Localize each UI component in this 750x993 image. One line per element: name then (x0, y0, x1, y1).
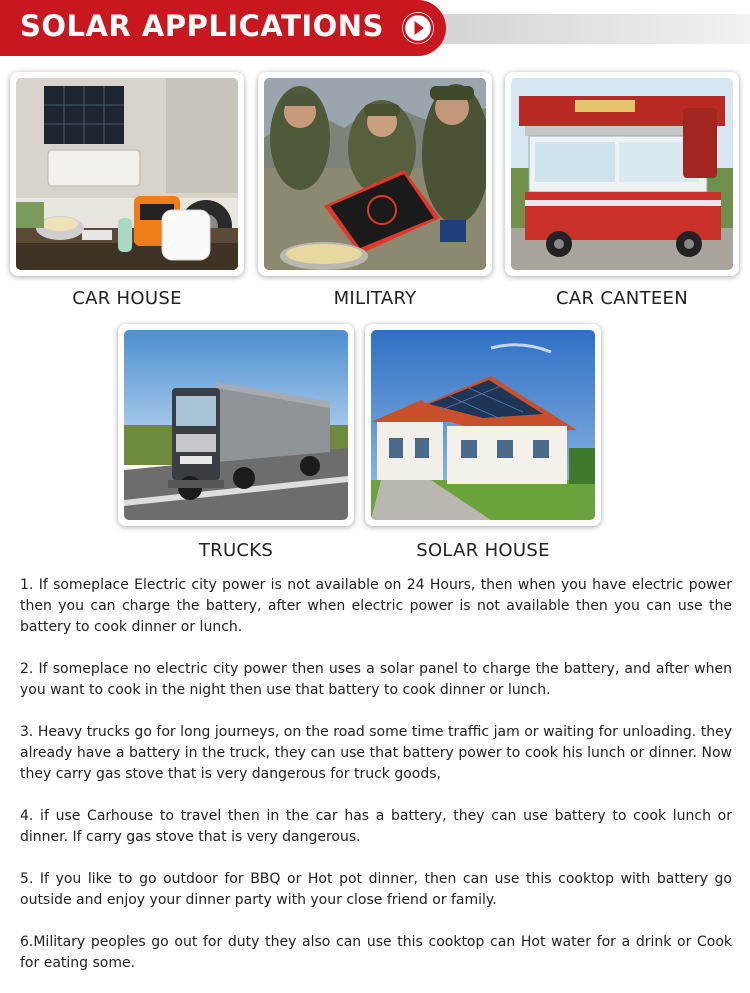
caption-car-house: CAR HOUSE (72, 288, 182, 309)
car-house-card (10, 72, 244, 276)
paragraph-4: 4. if use Carhouse to travel then in the car has a battery, they can use battery to cook lunch or dinner. If carry gas stove that is very dangerous. (20, 808, 732, 845)
paragraph-1: 1. If someplace Electric city power is not available on 24 Hours, then when you have electric power then you can charge the battery, after when electric power is not available then you can use the battery to cook dinner or lunch. (20, 577, 732, 635)
paragraph-5: 5. If you like to go outdoor for BBQ or Hot pot dinner, then can use this cooktop with battery go outside and enjoy your dinner party with your close friend or family. (20, 871, 732, 908)
military-card (258, 72, 492, 276)
section-header (0, 0, 750, 56)
trucks-photo (124, 330, 348, 520)
caption-trucks: TRUCKS (198, 540, 274, 561)
military-photo (264, 78, 486, 270)
solar-house-photo (371, 330, 595, 520)
paragraph-6: 6.Military peoples go out for duty they also can use this cooktop can Hot water for a drink or Cook for eating some. (20, 934, 732, 971)
car-canteen-photo (511, 78, 733, 270)
trucks-card (118, 324, 354, 526)
car-canteen-card (505, 72, 739, 276)
play-circle-icon[interactable] (402, 12, 434, 44)
car-house-photo (16, 78, 238, 270)
caption-solar-house: SOLAR HOUSE (416, 540, 550, 561)
solar-house-card (365, 324, 601, 526)
caption-military: MILITARY (333, 288, 417, 309)
caption-car-canteen: CAR CANTEEN (556, 288, 688, 309)
paragraph-2: 2. If someplace no electric city power then uses a solar panel to charge the battery, and after when you want to cook in the night then use that battery to cook dinner or lunch. (20, 661, 732, 698)
page-title: SOLAR APPLICATIONS (20, 9, 384, 43)
paragraph-3: 3. Heavy trucks go for long journeys, on the road some time traffic jam or waiting for unloading. they already have a battery in the truck, they can use that battery power to cook his lunch or dinner. Now they carry gas stove that is very dangerous for truck goods, (20, 724, 732, 782)
header-gray-band (400, 14, 750, 44)
